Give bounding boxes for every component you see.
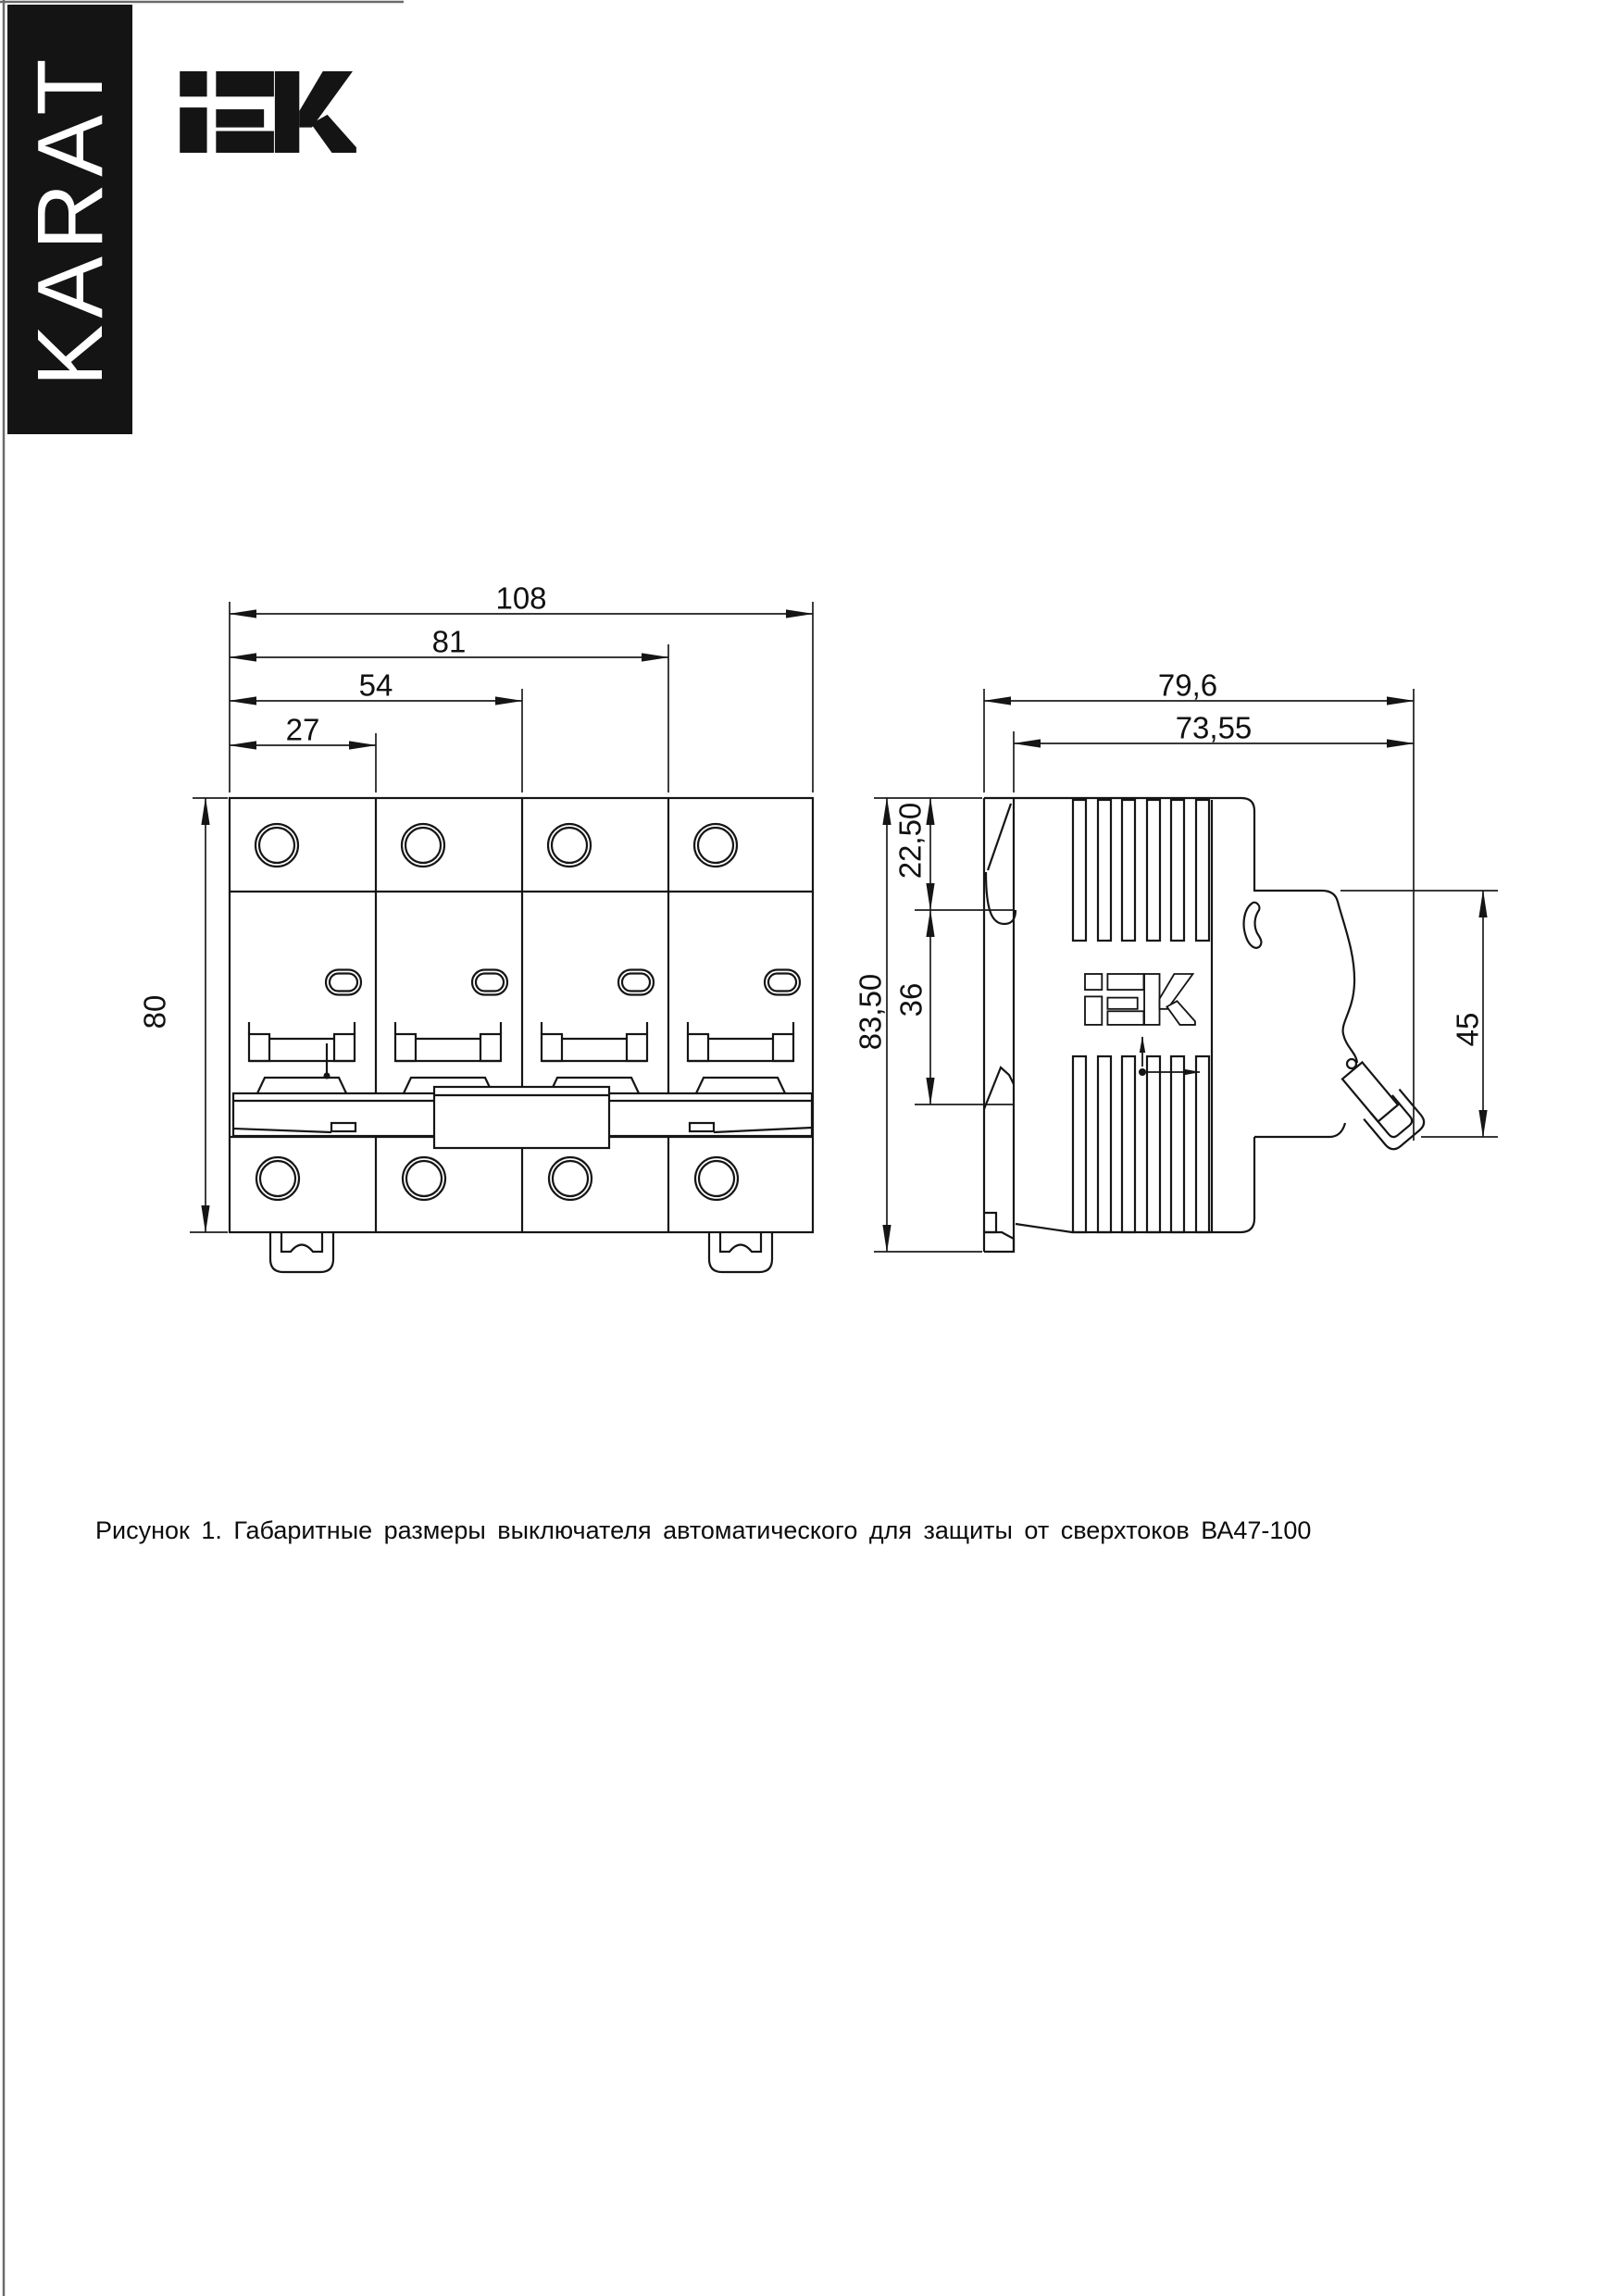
dim-side-total-height: 83,50 <box>853 973 888 1051</box>
dim-front-total-width: 108 <box>495 580 547 616</box>
dim-side-total-depth: 79,6 <box>1157 668 1218 703</box>
din-clip-left <box>270 1232 333 1272</box>
side-view <box>984 798 1428 1252</box>
figure-caption: Рисунок 1. Габаритные размеры выключателя автоматического для защиты от сверхтоков ВА47-100 <box>95 1516 1312 1544</box>
dim-side-body-depth: 73,55 <box>1175 710 1253 745</box>
dim-front-width-54: 54 <box>358 668 393 703</box>
pole-4 <box>688 824 800 1200</box>
dim-side-top-to-latch: 22,50 <box>892 802 928 880</box>
front-view <box>230 798 813 1272</box>
nose-slot <box>1244 903 1262 948</box>
interlock-plate <box>434 1087 609 1148</box>
din-rail-back-plate <box>984 798 1016 1252</box>
dim-side-front-height: 45 <box>1450 1012 1485 1047</box>
ribs-top <box>1073 800 1209 941</box>
karat-banner-label: KARAT <box>18 52 122 387</box>
iek-logo-emboss <box>1085 974 1195 1025</box>
pole-1 <box>249 824 361 1200</box>
dim-front-height: 80 <box>137 994 172 1029</box>
dim-side-latch-zone: 36 <box>893 982 929 1017</box>
din-clip-right <box>709 1232 772 1272</box>
ribs-bottom <box>1073 1056 1209 1232</box>
dim-front-width-81: 81 <box>431 624 467 659</box>
dim-front-width-27: 27 <box>285 712 320 747</box>
